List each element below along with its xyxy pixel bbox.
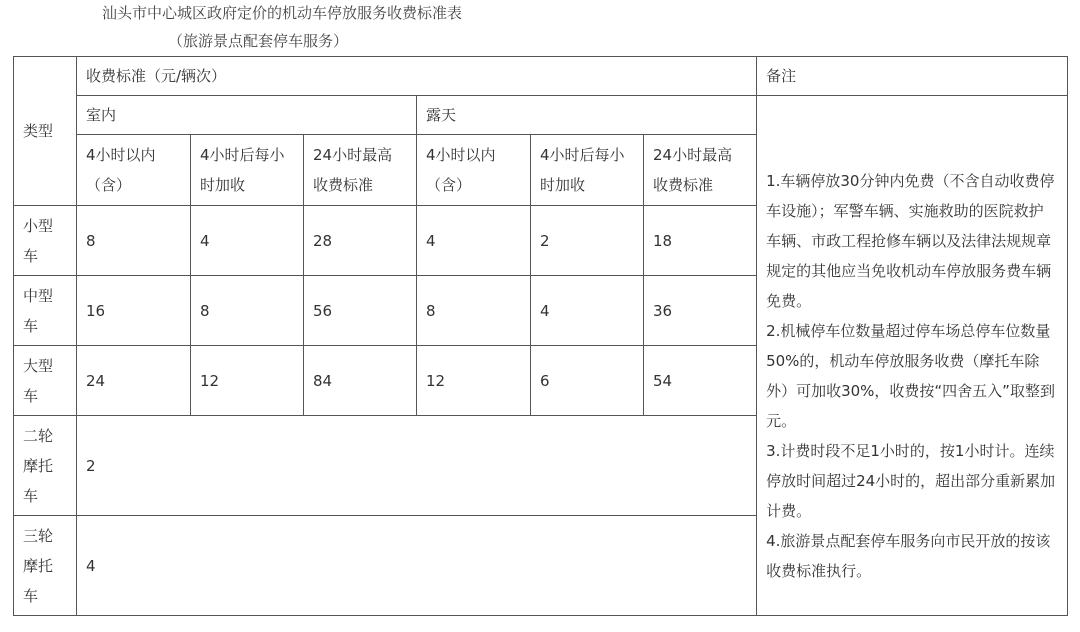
fee-value: 4 (531, 276, 644, 346)
remark-item: 1.车辆停放30分钟内免费（不含自动收费停车设施）；军警车辆、实施救助的医院救护车辆、市政工程抢修车辆以及法律法规规章规定的其他应当免收机动车停放服务费车辆免费。 (766, 171, 1055, 310)
fee-table (13, 56, 1068, 616)
fee-value: 54 (644, 346, 757, 416)
document-subtitle: （旅游景点配套停车服务） (168, 32, 349, 50)
header-indoor-within-4h: 4小时以内（含） (77, 135, 191, 206)
fee-value: 4 (417, 206, 531, 276)
header-indoor-per-hour: 4小时后每小时加收 (191, 135, 304, 206)
fee-value: 18 (644, 206, 757, 276)
fee-value: 4 (191, 206, 304, 276)
fee-value: 24 (77, 346, 191, 416)
document-title: 汕头市中心城区政府定价的机动车停放服务收费标准表 (102, 4, 463, 22)
fee-value: 56 (304, 276, 417, 346)
vehicle-type: 小型车 (14, 206, 77, 276)
fee-value: 6 (531, 346, 644, 416)
remarks-cell (757, 96, 1068, 616)
vehicle-type: 三轮摩托车 (14, 516, 77, 616)
header-type: 类型 (14, 57, 77, 206)
vehicle-type: 中型车 (14, 276, 77, 346)
fee-value: 16 (77, 276, 191, 346)
header-indoor: 室内 (77, 96, 417, 135)
header-outdoor-max-24h: 24小时最高收费标准 (644, 135, 757, 206)
header-outdoor: 露天 (417, 96, 757, 135)
fee-value: 8 (191, 276, 304, 346)
fee-value: 84 (304, 346, 417, 416)
fee-value: 28 (304, 206, 417, 276)
remark-item: 2.机械停车位数量超过停车场总停车位数量50%的，机动车停放服务收费（摩托车除外）可加收30%，收费按“四舍五入”取整到元。 (766, 321, 1055, 430)
fee-value: 8 (77, 206, 191, 276)
header-row-2 (14, 96, 1068, 135)
fee-value: 2 (77, 416, 757, 516)
fee-value: 36 (644, 276, 757, 346)
header-fee-standard: 收费标准（元/辆次） (77, 57, 757, 96)
header-row-1 (14, 57, 1068, 96)
header-indoor-max-24h: 24小时最高收费标准 (304, 135, 417, 206)
vehicle-type: 大型车 (14, 346, 77, 416)
fee-value: 12 (191, 346, 304, 416)
header-outdoor-per-hour: 4小时后每小时加收 (531, 135, 644, 206)
remark-item: 3.计费时段不足1小时的，按1小时计。连续停放时间超过24小时的，超出部分重新累加计费。 (766, 441, 1056, 520)
fee-value: 8 (417, 276, 531, 346)
remark-item: 4.旅游景点配套停车服务向市民开放的按该收费标准执行。 (766, 531, 1051, 580)
fee-value: 2 (531, 206, 644, 276)
vehicle-type: 二轮摩托车 (14, 416, 77, 516)
header-remarks: 备注 (757, 57, 1068, 96)
header-outdoor-within-4h: 4小时以内（含） (417, 135, 531, 206)
fee-value: 4 (77, 516, 757, 616)
fee-value: 12 (417, 346, 531, 416)
